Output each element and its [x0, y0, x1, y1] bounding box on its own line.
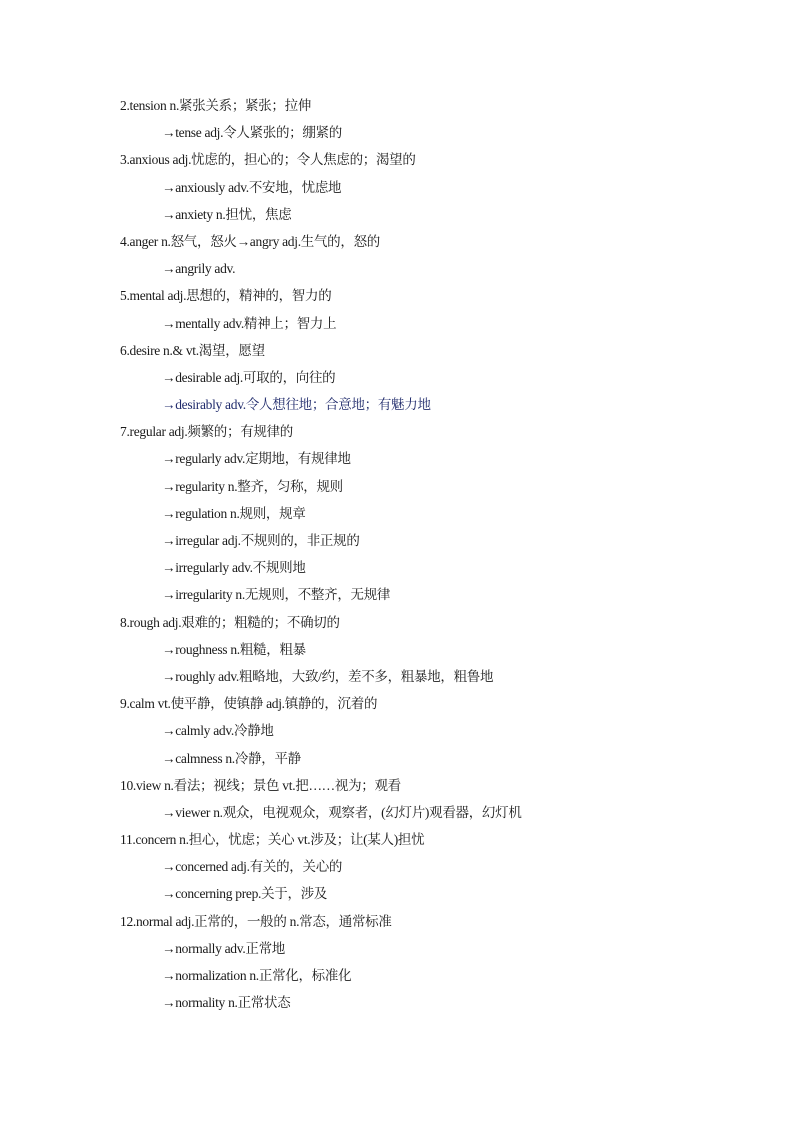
- vocab-entry: 4.anger n.怒气，怒火→angry adj.生气的，怒的: [120, 233, 380, 249]
- vocab-derivative: →roughness n.粗糙，粗暴: [162, 641, 306, 657]
- vocab-entry: 11.concern n.担心，忧虑；关心 vt.涉及；让(某人)担忧: [120, 832, 425, 848]
- vocab-derivative: →viewer n.观众，电视观众，观察者，(幻灯片)观看器，幻灯机: [162, 804, 522, 820]
- vocab-derivative: →normality n.正常状态: [162, 995, 291, 1011]
- vocab-entry: 6.desire n.& vt.渴望，愿望: [120, 342, 265, 358]
- vocabulary-list: [0, 92, 794, 1016]
- vocab-derivative: →calmness n.冷静，平静: [162, 750, 301, 766]
- vocab-entry: 3.anxious adj.忧虑的，担心的；令人焦虑的；渴望的: [120, 152, 416, 168]
- vocab-derivative: →concerning prep.关于，涉及: [162, 886, 328, 902]
- vocab-entry: 5.mental adj.思想的，精神的，智力的: [120, 288, 332, 304]
- vocab-derivative: →irregularity n.无规则，不整齐，无规律: [162, 587, 391, 603]
- vocab-entry: 9.calm vt.使平静，使镇静 adj.镇静的，沉着的: [120, 696, 378, 712]
- vocab-entry: 7.regular adj.频繁的；有规律的: [120, 424, 293, 440]
- vocab-derivative: →concerned adj.有关的，关心的: [162, 859, 343, 875]
- vocab-derivative: →roughly adv.粗略地，大致/约，差不多，粗暴地，粗鲁地: [162, 668, 494, 684]
- vocab-derivative: →irregular adj.不规则的，非正规的: [162, 533, 360, 548]
- vocab-entry: 8.rough adj.艰难的；粗糙的；不确切的: [120, 614, 340, 630]
- vocab-derivative: →anxiety n.担忧，焦虑: [162, 206, 292, 222]
- vocab-derivative: →anxiously adv.不安地，忧虑地: [162, 179, 342, 195]
- vocab-derivative: →normally adv.正常地: [162, 940, 286, 956]
- vocab-derivative: →regularly adv.定期地，有规律地: [162, 451, 351, 467]
- vocab-derivative: →angrily adv.: [162, 261, 236, 277]
- vocab-derivative: →mentally adv.精神上；智力上: [162, 315, 337, 331]
- vocab-derivative: →tense adj.令人紧张的；绷紧的: [162, 125, 342, 141]
- vocab-derivative: →regulation n.规则，规章: [162, 505, 306, 521]
- vocab-derivative: →normalization n.正常化，标准化: [162, 968, 352, 983]
- vocab-derivative: →regularity n.整齐，匀称，规则: [162, 478, 343, 494]
- vocab-derivative: →desirable adj.可取的，向往的: [162, 369, 336, 385]
- vocab-derivative: →calmly adv.冷静地: [162, 723, 274, 739]
- vocab-entry: 2.tension n.紧张关系；紧张；拉伸: [120, 98, 312, 113]
- vocab-derivative: →desirably adv.令人想往地；合意地；有魅力地: [162, 397, 431, 413]
- vocab-derivative: →irregularly adv.不规则地: [162, 560, 306, 576]
- vocab-entry: 12.normal adj.正常的，一般的 n.常态，通常标准: [120, 913, 392, 929]
- vocab-entry: 10.view n.看法；视线；景色 vt.把……视为；观看: [120, 777, 401, 793]
